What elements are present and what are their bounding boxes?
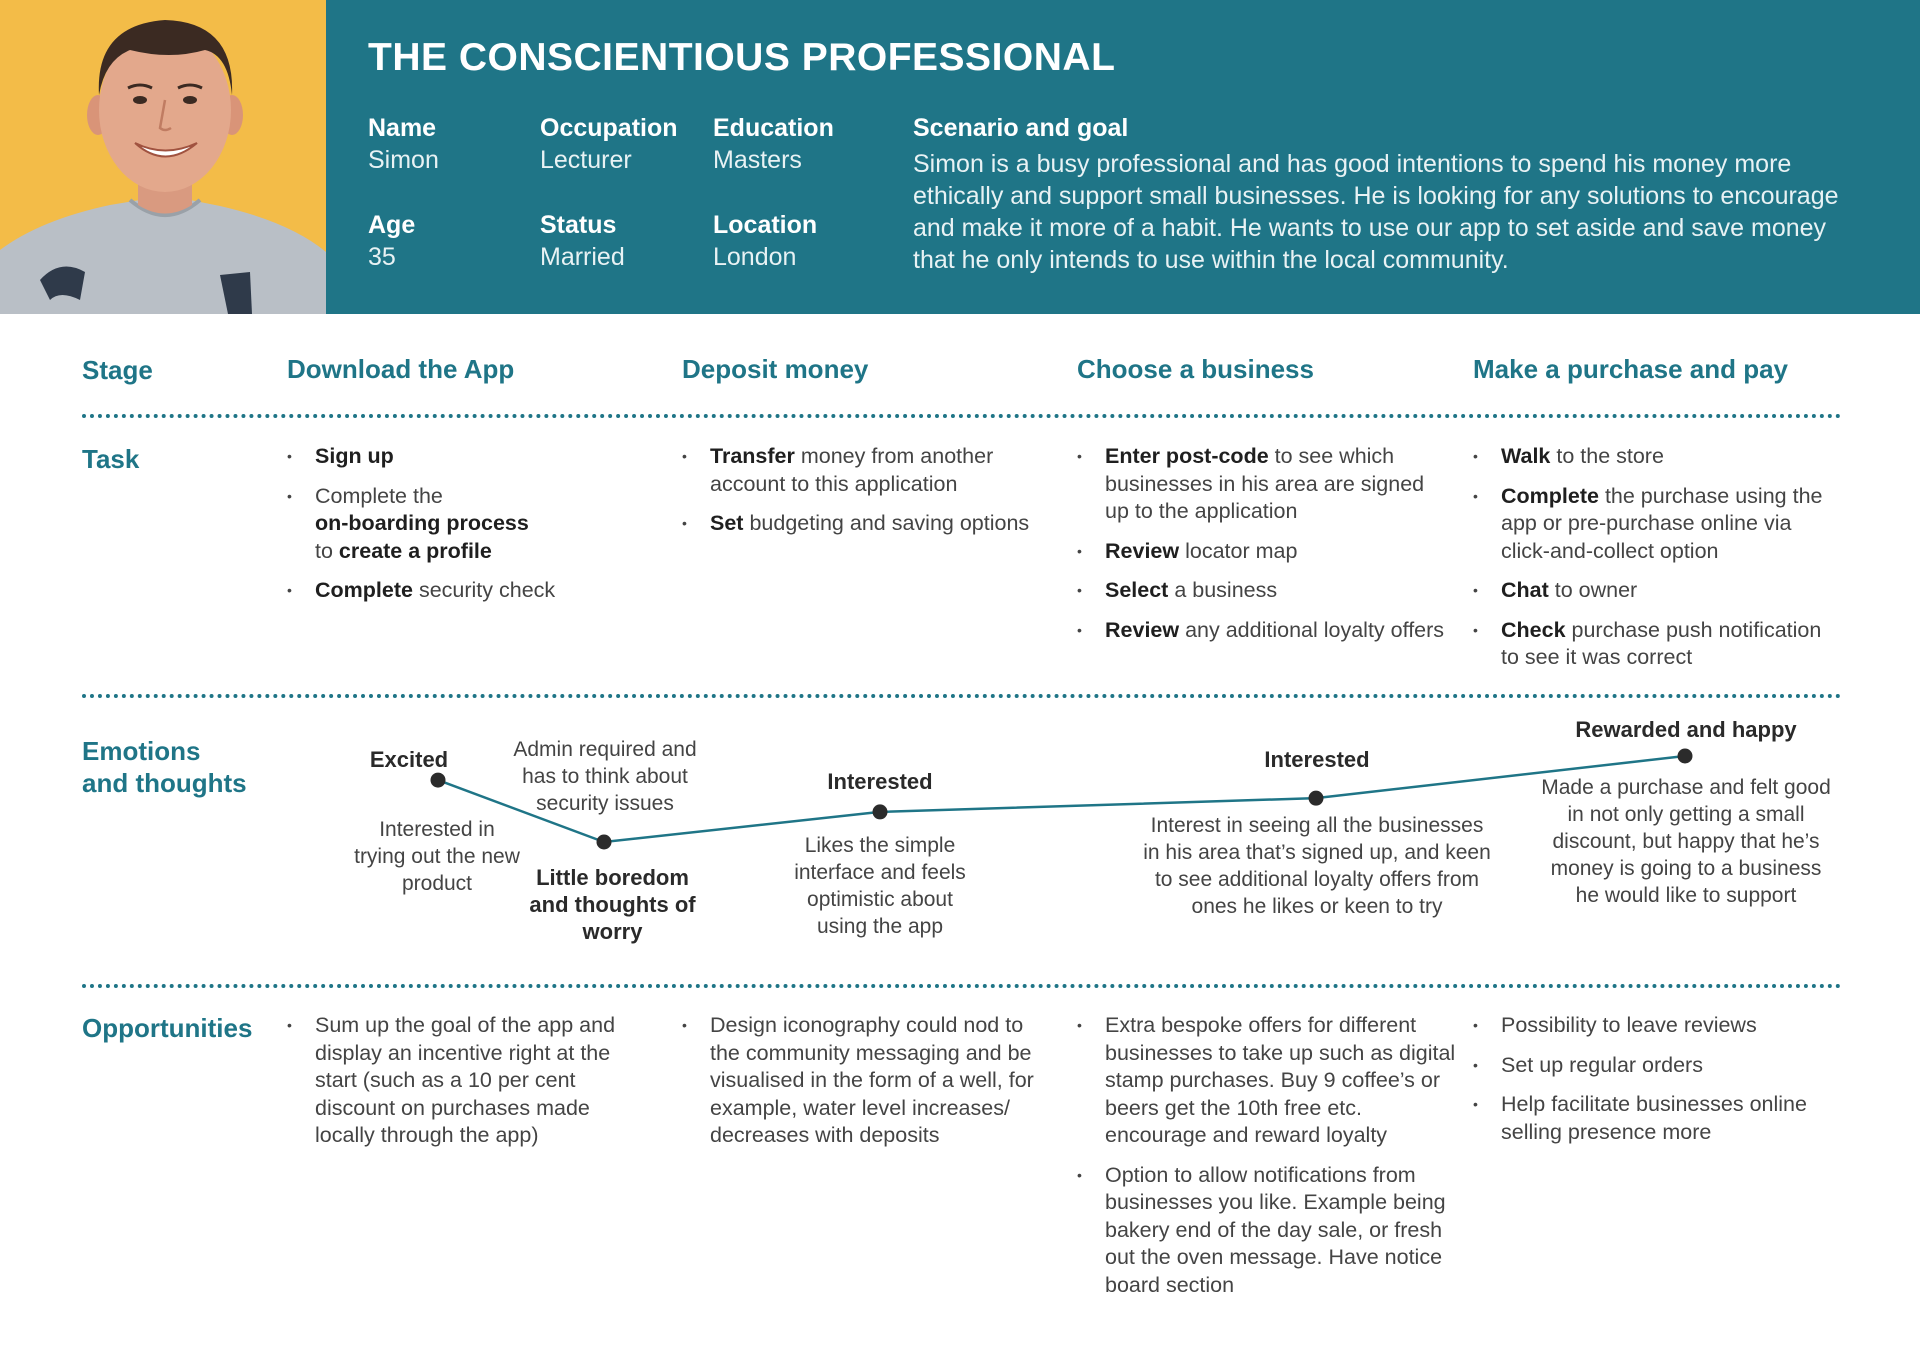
row-label-stage: Stage [82,355,153,385]
stage-make-purchase: Make a purchase and pay [1473,354,1789,384]
row-label-task: Task [82,444,140,474]
list-item: • Help facilitate businesses online selling presence more [1473,1092,1807,1144]
list-item: • Walk to the store [1473,444,1664,468]
persona-photo [0,0,326,314]
persona-title: THE CONSCIENTIOUS PROFESSIONAL [368,36,1116,79]
name-value: Simon [368,146,439,174]
task-list-choose [1077,443,1452,656]
age-value: 35 [368,243,396,271]
list-item: • Option to allow notifications from businesses you like. Example being bakery end of the day sale, or fresh out the oven message. Have notice board section [1077,1162,1446,1297]
list-item: • Enter post-code to see which businesses in his area are signed up to the application [1077,444,1431,523]
emotion-title: Interested [1264,747,1370,772]
row-label-emotions: Emotions and thoughts [82,736,247,798]
location-label: Location [713,211,818,239]
list-item: • Possibility to leave reviews [1473,1013,1757,1037]
divider [82,984,1842,988]
occupation-value: Lecturer [540,146,632,174]
occupation-label: Occupation [540,114,678,142]
list-item: • Sign up [287,444,394,468]
emotion-point [597,835,612,850]
list-item: • Transfer money from another account to this application [682,444,1000,496]
education-label: Education [713,114,834,142]
emotion-point [431,773,446,788]
list-item: • Set up regular orders [1473,1052,1703,1077]
opportunity-list-deposit [682,1012,1047,1162]
list-item: • Review locator map [1077,538,1298,563]
list-item: • Extra bespoke offers for different businesses to take up such as digital stamp purchases. Buy 9 coffee’s or beers get the 10th free etc. encourage and reward loyalty [1077,1013,1456,1147]
status-value: Married [540,243,625,271]
divider [82,414,1842,418]
persona-header [0,0,1920,314]
stage-deposit-money: Deposit money [682,354,869,384]
list-item: • Chat to owner [1473,578,1638,602]
opportunity-list-purchase [1473,1012,1828,1158]
location-value: London [713,243,797,271]
list-item: • Select a business [1077,578,1278,602]
age-label: Age [368,211,416,239]
task-list-download [287,443,627,617]
emotion-text: Interested in trying out the new product [354,818,520,895]
row-label-opportunities: Opportunities [82,1013,253,1043]
emotion-point [1309,791,1324,806]
list-item: • Complete the on-boarding process to create a profile [287,483,529,563]
education-value: Masters [713,146,802,174]
list-item: • Check purchase push notification to see it was correct [1473,617,1828,669]
emotion-title: Interested [827,769,933,794]
list-item: • Design iconography could nod to the community messaging and be visualised in the form of a well, for example, water level increases/ decreases with deposits [682,1013,1034,1147]
list-item: • Set budgeting and saving options [682,511,1030,535]
emotion-title: Rewarded and happy [1575,717,1797,742]
list-item: • Complete security check [287,578,556,602]
stage-download-app: Download the App [287,354,515,384]
emotion-text: Made a purchase and felt good in not only getting a small discount, but happy that he’s money is going to a business he would like to support [1541,776,1831,907]
divider [82,694,1842,698]
name-label: Name [368,114,437,142]
task-list-deposit [682,443,1042,550]
list-item: • Sum up the goal of the app and display an incentive right at the start (such as a 10 per cent discount on purchases made locally through the app) [287,1013,616,1147]
emotion-text: Admin required and has to think about security issues [513,738,697,815]
emotion-text: Likes the simple interface and feels optimistic about using the app [794,834,966,938]
task-list-purchase [1473,443,1843,684]
emotion-title: Little boredom and thoughts of worry [529,865,696,944]
stage-choose-business: Choose a business [1077,354,1314,384]
emotion-text: Interest in seeing all the businesses in his area that’s signed up, and keen to see additional loyalty offers from ones he likes or keen to try [1143,814,1491,918]
status-label: Status [540,211,617,239]
scenario-label: Scenario and goal [913,114,1129,142]
opportunity-list-download [287,1012,627,1162]
opportunity-list-choose [1077,1012,1457,1311]
list-item: • Review any additional loyalty offers [1077,617,1445,642]
emotion-point [1678,749,1693,764]
scenario-text: Simon is a busy professional and has good intentions to spend his money more ethically and support small businesses. He is looking for any solutions to encourage and make it more of a habit. He wants to use our app to set aside and save money that he only intends to use within the local community. [913,150,1839,274]
list-item: • Complete the purchase using the app or pre-purchase online via click-and-collect option [1473,483,1829,563]
emotion-point [873,804,888,819]
emotion-title: Excited [369,747,449,772]
